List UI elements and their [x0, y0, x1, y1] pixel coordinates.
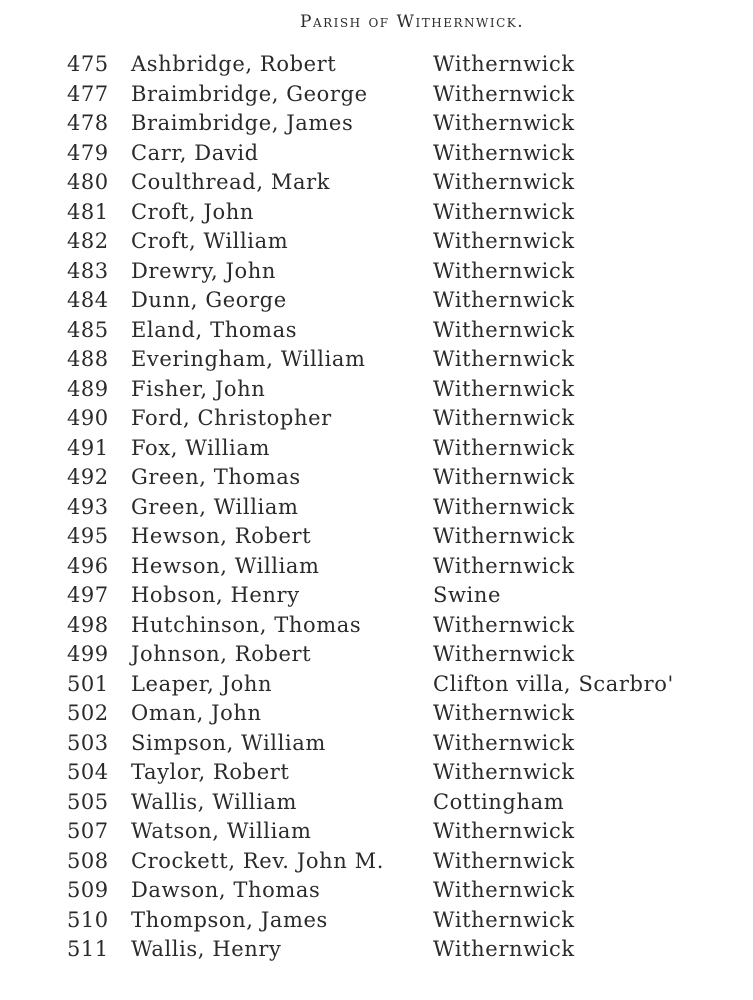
entry-name: Oman, John	[131, 701, 262, 725]
entry-number: 501	[67, 671, 109, 696]
entry-number: 481	[67, 199, 109, 224]
entry-number: 490	[67, 406, 109, 430]
entry-name: Hutchinson, Thomas	[131, 612, 362, 637]
entry-number: 485	[67, 317, 109, 342]
list-item	[0, 552, 753, 582]
entry-name: Drewry, John	[131, 258, 277, 283]
entry-name: Wallis, Henry	[131, 937, 282, 961]
list-item	[0, 699, 753, 729]
entry-name: Green, Thomas	[131, 465, 301, 489]
list-item	[0, 581, 753, 611]
list-item	[0, 139, 753, 169]
list-item	[0, 788, 753, 818]
entry-place: Withernwick	[433, 819, 575, 843]
entry-place: Withernwick	[433, 81, 575, 106]
entry-name: Croft, John	[131, 199, 255, 224]
entry-place: Withernwick	[433, 937, 575, 961]
entry-name: Taylor, Robert	[131, 760, 290, 784]
entry-name: Ashbridge, Robert	[131, 52, 337, 76]
entry-name: Crockett, Rev. John M.	[131, 848, 385, 873]
entry-name: Thompson, James	[131, 907, 328, 932]
entry-number: 491	[67, 435, 109, 460]
entry-place: Withernwick	[433, 642, 575, 666]
entry-name: Dunn, George	[131, 288, 287, 312]
entry-place: Withernwick	[433, 111, 575, 135]
list-item	[0, 50, 753, 80]
entry-number: 497	[67, 583, 109, 607]
entry-place: Withernwick	[433, 229, 575, 253]
entry-name: Ford, Christopher	[131, 406, 332, 430]
entry-place: Clifton villa, Scarbro'	[433, 671, 674, 696]
entry-number: 479	[67, 140, 109, 165]
entry-number: 480	[67, 170, 109, 194]
list-item	[0, 434, 753, 464]
entry-place: Cottingham	[433, 789, 565, 814]
entry-number: 507	[67, 819, 109, 843]
entry-number: 488	[67, 347, 109, 371]
list-item	[0, 375, 753, 405]
voter-list	[0, 50, 753, 965]
entry-name: Fox, William	[131, 435, 270, 460]
entry-place: Withernwick	[433, 140, 575, 165]
entry-name: Leaper, John	[131, 671, 273, 696]
entry-place: Withernwick	[433, 376, 575, 401]
entry-name: Eland, Thomas	[131, 317, 298, 342]
entry-name: Hewson, William	[131, 553, 320, 578]
entry-place: Withernwick	[433, 258, 575, 283]
list-item	[0, 316, 753, 346]
entry-number: 504	[67, 760, 109, 784]
list-item	[0, 286, 753, 316]
entry-name: Braimbridge, George	[131, 81, 368, 106]
list-item	[0, 80, 753, 110]
entry-place: Withernwick	[433, 288, 575, 312]
entry-name: Fisher, John	[131, 376, 266, 401]
list-item	[0, 227, 753, 257]
entry-name: Hobson, Henry	[131, 583, 300, 607]
entry-place: Withernwick	[433, 199, 575, 224]
list-item	[0, 493, 753, 523]
entry-number: 496	[67, 553, 109, 578]
entry-place: Withernwick	[433, 494, 575, 519]
entry-name: Watson, William	[131, 819, 312, 843]
entry-number: 493	[67, 494, 109, 519]
entry-name: Simpson, William	[131, 730, 326, 755]
entry-number: 483	[67, 258, 109, 283]
entry-number: 510	[67, 907, 109, 932]
entry-place: Withernwick	[433, 52, 575, 76]
entry-number: 505	[67, 789, 109, 814]
entry-number: 495	[67, 524, 109, 548]
entry-name: Croft, William	[131, 229, 289, 253]
list-item	[0, 522, 753, 552]
list-item	[0, 758, 753, 788]
entry-number: 489	[67, 376, 109, 401]
entry-number: 503	[67, 730, 109, 755]
entry-number: 502	[67, 701, 109, 725]
entry-name: Hewson, Robert	[131, 524, 312, 548]
entry-place: Withernwick	[433, 317, 575, 342]
page-heading: Parish of Withernwick.	[300, 12, 525, 32]
list-item	[0, 257, 753, 287]
list-item	[0, 670, 753, 700]
entry-place: Withernwick	[433, 907, 575, 932]
entry-name: Green, William	[131, 494, 299, 519]
list-item	[0, 640, 753, 670]
entry-place: Withernwick	[433, 848, 575, 873]
entry-name: Everingham, William	[131, 347, 366, 371]
entry-number: 508	[67, 848, 109, 873]
entry-number: 482	[67, 229, 109, 253]
entry-number: 492	[67, 465, 109, 489]
list-item	[0, 168, 753, 198]
entry-place: Withernwick	[433, 347, 575, 371]
entry-place: Withernwick	[433, 406, 575, 430]
entry-place: Withernwick	[433, 730, 575, 755]
list-item	[0, 109, 753, 139]
entry-number: 509	[67, 878, 109, 902]
entry-place: Withernwick	[433, 524, 575, 548]
entry-name: Braimbridge, James	[131, 111, 354, 135]
list-item	[0, 876, 753, 906]
entry-place: Withernwick	[433, 612, 575, 637]
entry-number: 484	[67, 288, 109, 312]
entry-number: 475	[67, 52, 109, 76]
list-item	[0, 906, 753, 936]
list-item	[0, 463, 753, 493]
entry-place: Swine	[433, 583, 502, 607]
entry-place: Withernwick	[433, 435, 575, 460]
list-item	[0, 345, 753, 375]
entry-number: 498	[67, 612, 109, 637]
entry-name: Carr, David	[131, 140, 259, 165]
list-item	[0, 847, 753, 877]
entry-name: Dawson, Thomas	[131, 878, 321, 902]
list-item	[0, 729, 753, 759]
list-item	[0, 817, 753, 847]
entry-place: Withernwick	[433, 170, 575, 194]
entry-place: Withernwick	[433, 553, 575, 578]
entry-number: 477	[67, 81, 109, 106]
entry-name: Johnson, Robert	[131, 642, 312, 666]
list-item	[0, 611, 753, 641]
entry-place: Withernwick	[433, 701, 575, 725]
entry-number: 499	[67, 642, 109, 666]
entry-number: 478	[67, 111, 109, 135]
entry-place: Withernwick	[433, 878, 575, 902]
entry-place: Withernwick	[433, 760, 575, 784]
entry-place: Withernwick	[433, 465, 575, 489]
entry-name: Coulthread, Mark	[131, 170, 331, 194]
entry-number: 511	[67, 937, 109, 961]
entry-name: Wallis, William	[131, 789, 298, 814]
list-item	[0, 935, 753, 965]
list-item	[0, 198, 753, 228]
list-item	[0, 404, 753, 434]
